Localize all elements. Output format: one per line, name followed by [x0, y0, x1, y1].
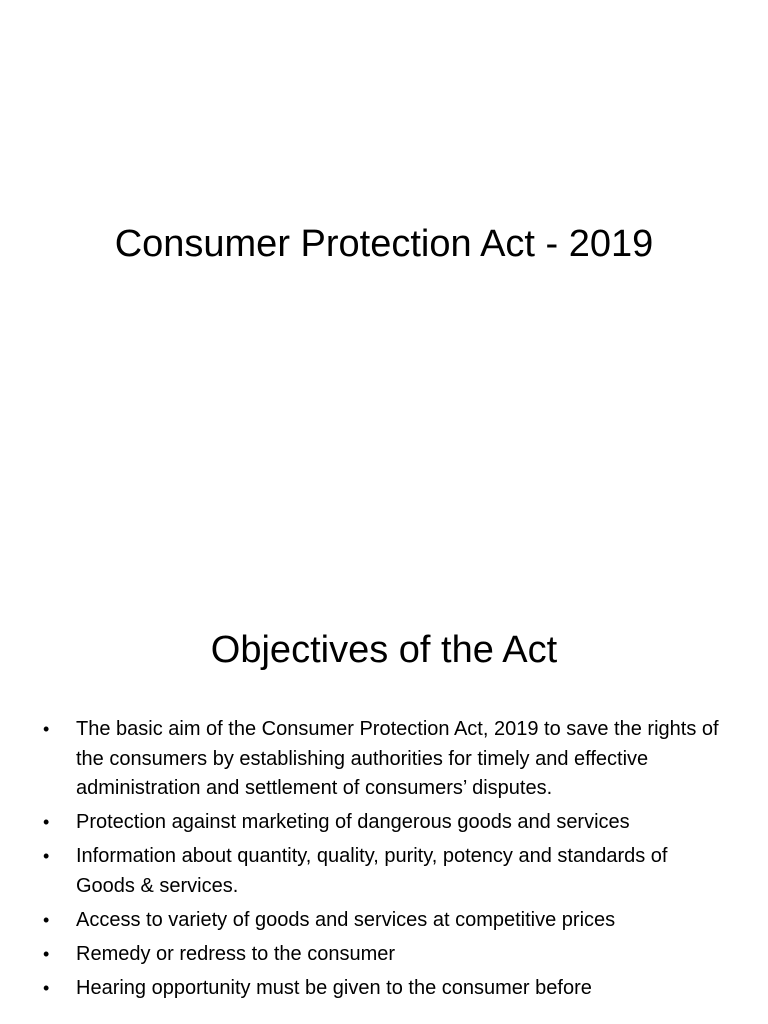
bullet-icon: • [43, 943, 50, 964]
bullet-item [0, 906, 768, 936]
slide-objectives-heading: Objectives of the Act [210, 629, 558, 671]
slide-objectives [0, 576, 768, 1024]
bullet-icon: • [43, 977, 50, 998]
bullet-text: Access to variety of goods and services at competitive prices [76, 908, 616, 931]
bullet-item [0, 974, 768, 1004]
slide-title-heading: Consumer Protection Act - 2019 [114, 223, 654, 265]
bullet-text: The basic aim of the Consumer Protection Act, 2019 to save the rights of the consumers by establishing authorities for timely and effective administration and settlement of consumers’ disputes. [76, 718, 719, 799]
bullet-icon: • [43, 719, 50, 739]
bullet-icon: • [43, 909, 50, 930]
bullet-item [0, 808, 768, 838]
bullet-item [0, 842, 768, 901]
bullet-icon: • [43, 846, 50, 866]
bullet-text: Hearing opportunity must be given to the consumer before [76, 976, 592, 999]
bullet-text: Remedy or redress to the consumer [76, 942, 396, 965]
bullet-icon: • [43, 812, 50, 832]
objectives-bullet-list [0, 715, 768, 1008]
bullet-item [0, 715, 768, 804]
bullet-item [0, 940, 768, 970]
bullet-text: Protection against marketing of dangerous goods and services [76, 811, 630, 833]
bullet-text: Information about quantity, quality, purity, potency and standards of Goods & services. [76, 845, 668, 897]
